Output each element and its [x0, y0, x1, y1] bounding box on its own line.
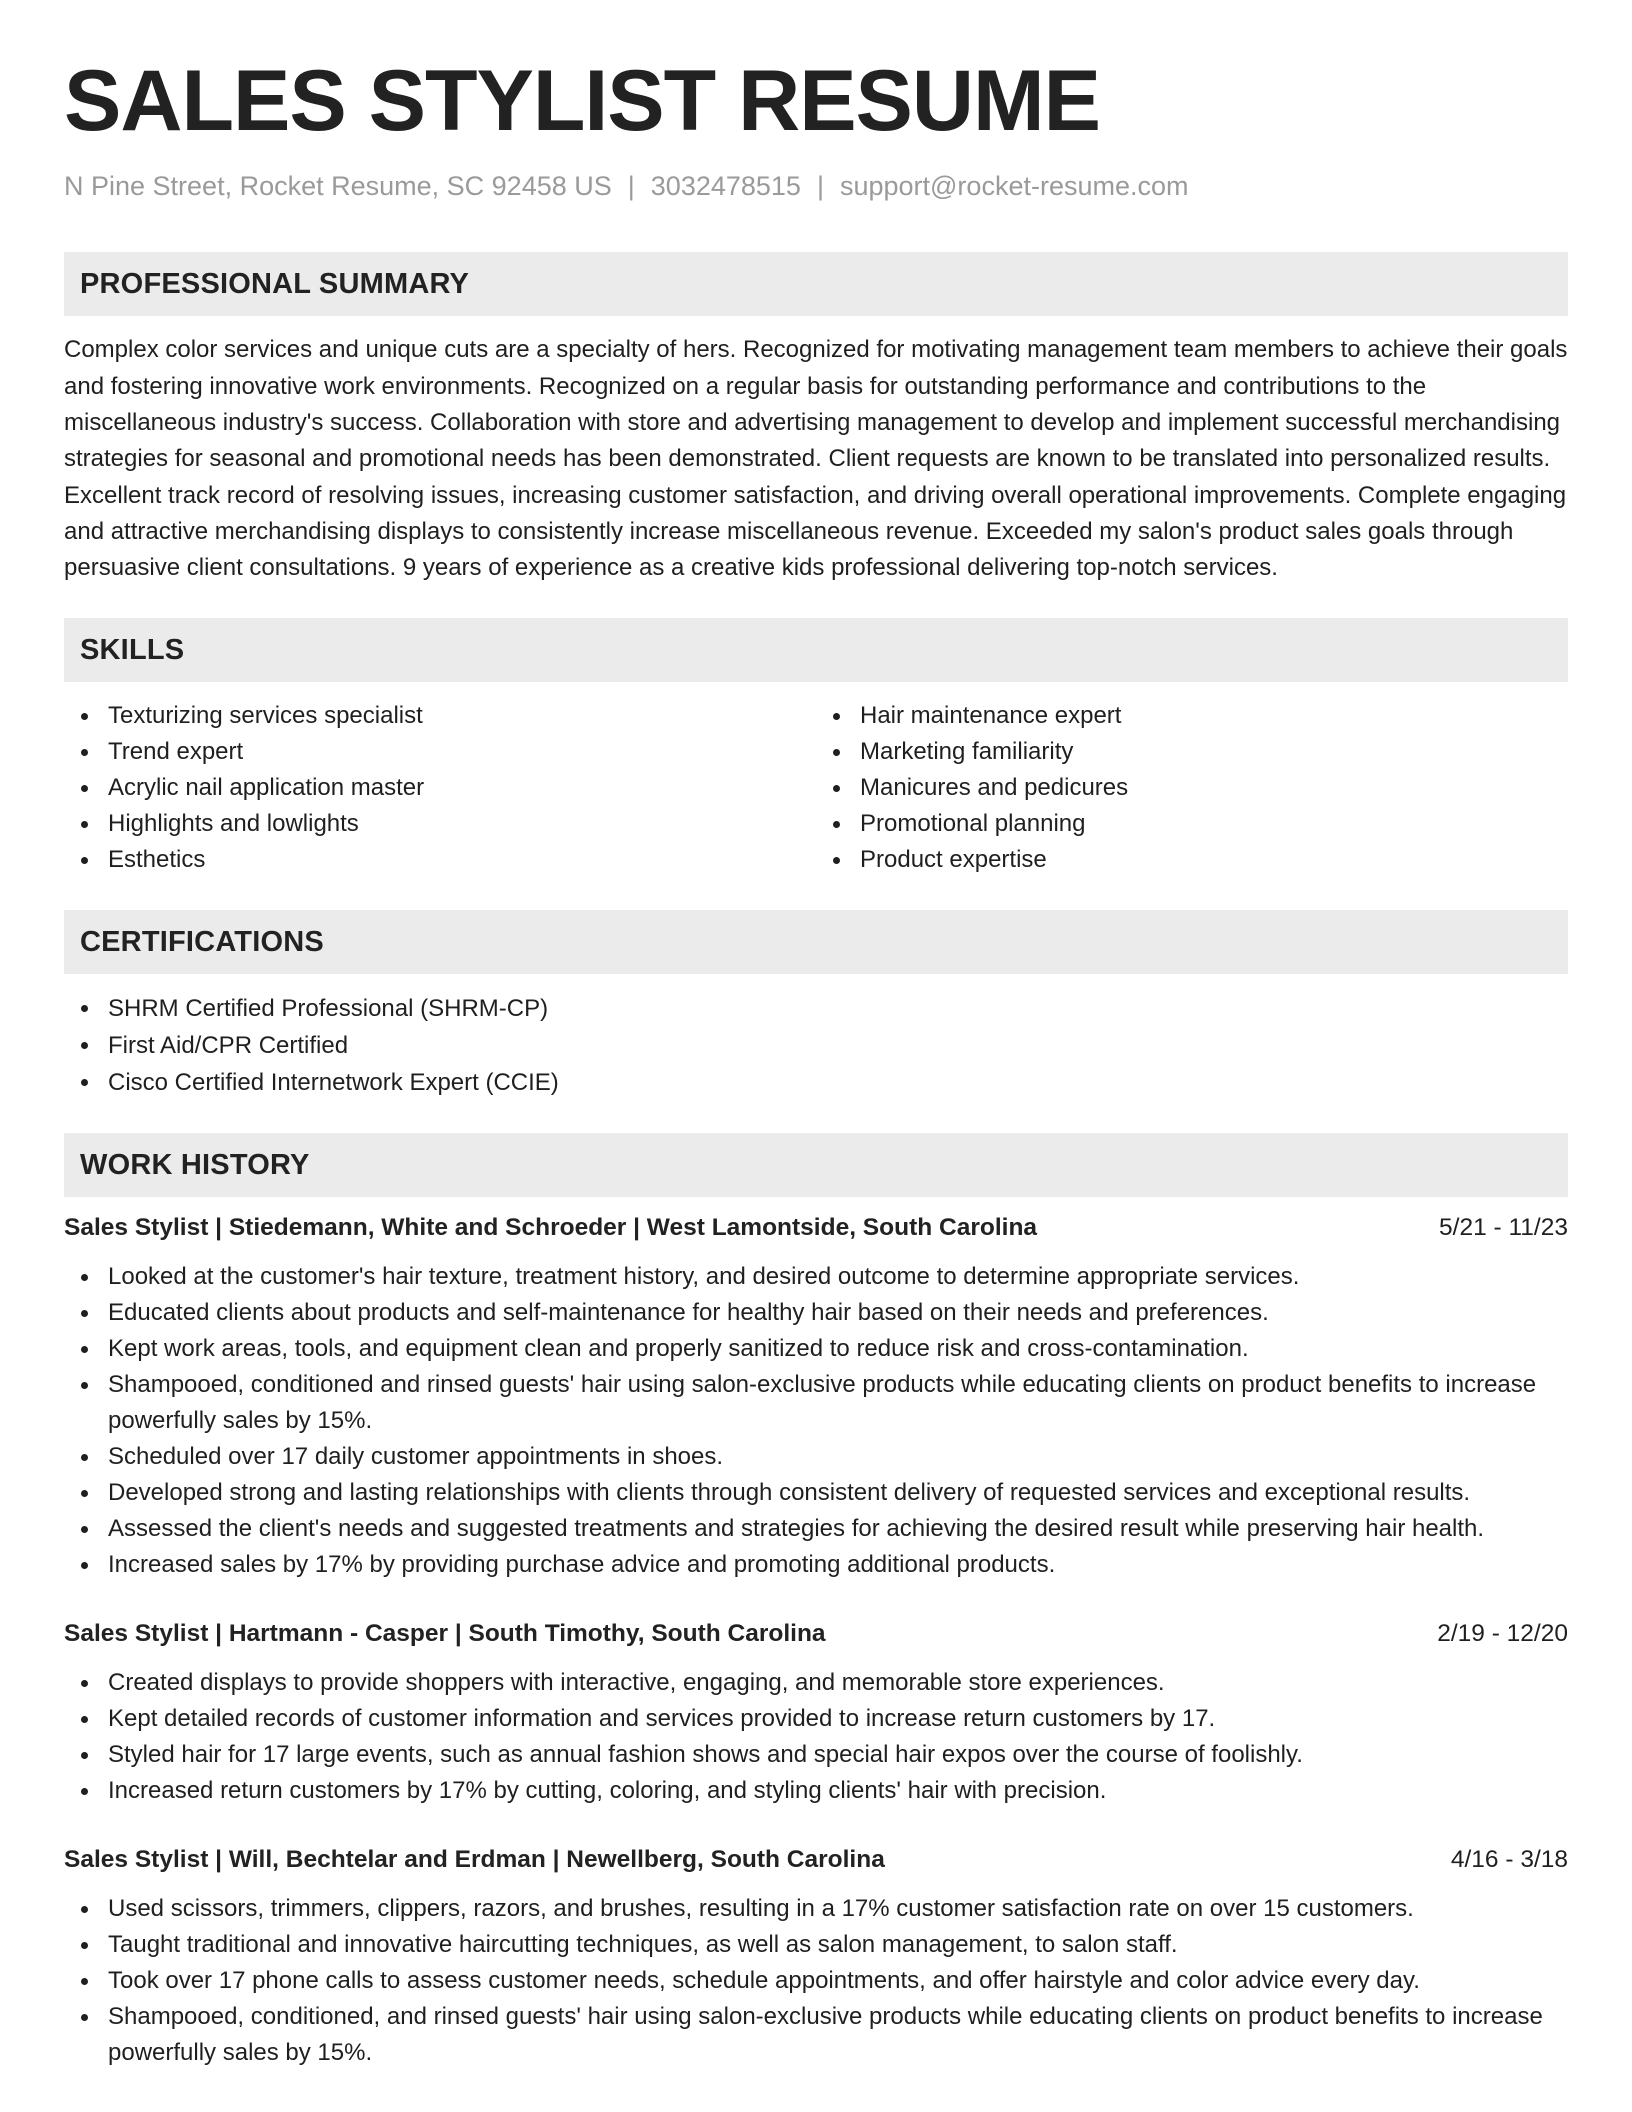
job-title: Sales Stylist | Will, Bechtelar and Erdman | Newellberg, South Carolina — [64, 1846, 885, 1874]
skill-item: Product expertise — [816, 842, 1568, 878]
certification-item: Cisco Certified Internetwork Expert (CCIE) — [64, 1064, 1568, 1101]
job-header — [64, 1620, 1568, 1648]
skill-item: Hair maintenance expert — [816, 698, 1568, 734]
job-bullet: Kept detailed records of customer information and services provided to increase return customers by 17. — [64, 1701, 1568, 1737]
contact-separator: | — [816, 171, 824, 201]
job-dates: 5/21 - 11/23 — [1439, 1214, 1568, 1242]
contact-line — [64, 170, 1568, 202]
skill-item: Esthetics — [64, 842, 816, 878]
skills-list — [64, 698, 1568, 878]
certifications-list — [64, 990, 1568, 1101]
job-bullets — [64, 1665, 1568, 1809]
section-title-work-history: WORK HISTORY — [80, 1148, 310, 1181]
job-title: Sales Stylist | Hartmann - Casper | South Timothy, South Carolina — [64, 1620, 826, 1648]
job-bullets — [64, 1891, 1568, 2071]
contact-address: N Pine Street, Rocket Resume, SC 92458 US — [64, 171, 612, 201]
job-bullet: Created displays to provide shoppers with interactive, engaging, and memorable store experiences. — [64, 1665, 1568, 1701]
job-title: Sales Stylist | Stiedemann, White and Schroeder | West Lamontside, South Carolina — [64, 1214, 1038, 1242]
skill-item: Marketing familiarity — [816, 734, 1568, 770]
section-header-summary — [64, 252, 1568, 316]
contact-separator: | — [627, 171, 635, 201]
section-title-skills: SKILLS — [80, 633, 185, 666]
job-bullet: Took over 17 phone calls to assess customer needs, schedule appointments, and offer hairstyle and color advice every day. — [64, 1963, 1568, 1999]
job-bullet: Increased return customers by 17% by cutting, coloring, and styling clients' hair with precision. — [64, 1773, 1568, 1809]
skill-item: Promotional planning — [816, 806, 1568, 842]
job-bullet: Shampooed, conditioned, and rinsed guests' hair using salon-exclusive products while educating clients on product benefits to increase powerfully sales by 15%. — [64, 1999, 1568, 2071]
contact-phone: 3032478515 — [650, 171, 801, 201]
job-bullet: Developed strong and lasting relationships with clients through consistent delivery of requested services and exceptional results. — [64, 1475, 1568, 1511]
job-bullet: Scheduled over 17 daily customer appointments in shoes. — [64, 1439, 1568, 1475]
page-title: SALES STYLIST RESUME — [64, 53, 1101, 149]
skills-column-left — [64, 698, 816, 878]
job-bullet: Assessed the client's needs and suggested treatments and strategies for achieving the desired result while preserving hair health. — [64, 1511, 1568, 1547]
job-entry — [64, 1846, 1568, 2071]
job-bullet: Increased sales by 17% by providing purchase advice and promoting additional products. — [64, 1547, 1568, 1583]
job-bullet: Educated clients about products and self-maintenance for healthy hair based on their needs and preferences. — [64, 1295, 1568, 1331]
job-header — [64, 1846, 1568, 1874]
job-dates: 4/16 - 3/18 — [1450, 1846, 1568, 1874]
job-dates: 2/19 - 12/20 — [1437, 1620, 1568, 1648]
certification-item: SHRM Certified Professional (SHRM-CP) — [64, 990, 1568, 1027]
job-bullets — [64, 1259, 1568, 1583]
certification-item: First Aid/CPR Certified — [64, 1027, 1568, 1064]
job-bullet: Looked at the customer's hair texture, treatment history, and desired outcome to determine appropriate services. — [64, 1259, 1568, 1295]
job-bullet: Taught traditional and innovative haircutting techniques, as well as salon management, to salon staff. — [64, 1927, 1568, 1963]
job-bullet: Used scissors, trimmers, clippers, razors, and brushes, resulting in a 17% customer satisfaction rate on over 15 customers. — [64, 1891, 1568, 1927]
section-header-certifications — [64, 910, 1568, 974]
section-header-skills — [64, 618, 1568, 682]
skill-item: Manicures and pedicures — [816, 770, 1568, 806]
section-header-work-history — [64, 1133, 1568, 1197]
job-bullet: Styled hair for 17 large events, such as annual fashion shows and special hair expos over the course of foolishly. — [64, 1737, 1568, 1773]
section-title-certifications: CERTIFICATIONS — [80, 925, 324, 958]
job-header — [64, 1214, 1568, 1242]
section-title-summary: PROFESSIONAL SUMMARY — [80, 267, 470, 300]
contact-email: support@rocket-resume.com — [839, 171, 1189, 201]
job-bullet: Shampooed, conditioned and rinsed guests' hair using salon-exclusive products while educating clients on product benefits to increase powerfully sales by 15%. — [64, 1367, 1568, 1439]
job-entry — [64, 1214, 1568, 1583]
skill-item: Highlights and lowlights — [64, 806, 816, 842]
job-entry — [64, 1620, 1568, 1809]
summary-text: Complex color services and unique cuts are a specialty of hers. Recognized for motivating management team members to achieve their goals and fostering innovative work environments. Recognized on a regular basis for outstanding performance and contributions to the miscellaneous industry's success. Collaboration with store and advertising management to develop and implement successful merchandising strategies for seasonal and promotional needs has been demonstrated. Client requests are known to be translated into personalized results. Excellent track record of resolving issues, increasing customer satisfaction, and driving overall operational improvements. Complete engaging and attractive merchandising displays to consistently increase miscellaneous revenue. Exceeded my salon's product sales goals through persuasive client consultations. 9 years of experience as a creative kids professional delivering top-notch services. — [64, 336, 1568, 582]
job-bullet: Kept work areas, tools, and equipment clean and properly sanitized to reduce risk and cross-contamination. — [64, 1331, 1568, 1367]
skills-column-right — [816, 698, 1568, 878]
skill-item: Texturizing services specialist — [64, 698, 816, 734]
skill-item: Acrylic nail application master — [64, 770, 816, 806]
skill-item: Trend expert — [64, 734, 816, 770]
